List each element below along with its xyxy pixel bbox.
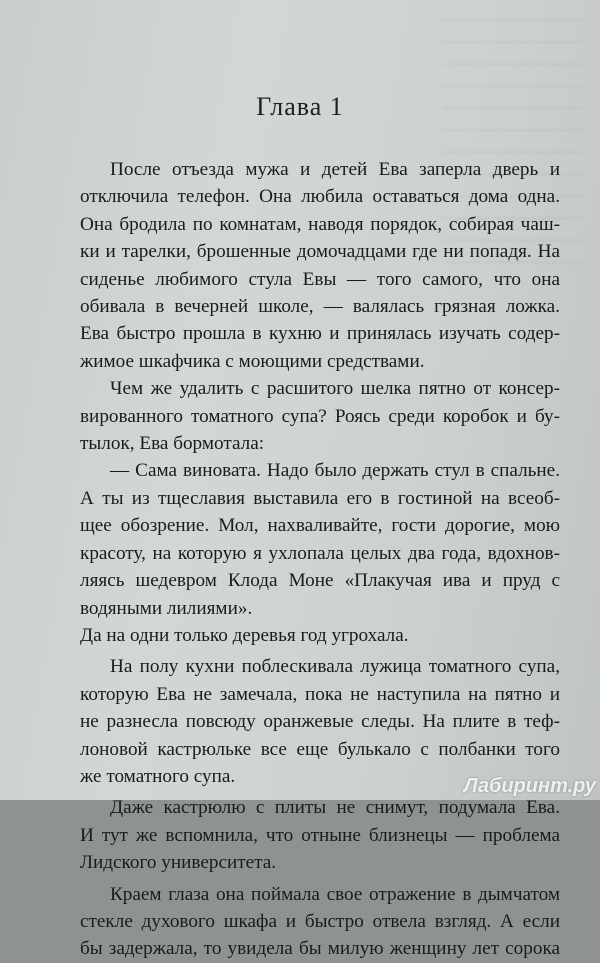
text-line: обивала в вечерней школе, — валялась грязная ложка.: [80, 296, 560, 318]
paragraph-5: [80, 653, 560, 790]
paragraph-1: [80, 156, 560, 375]
text-line: вированного томатного супа? Роясь среди коробок и бу-: [80, 405, 560, 427]
text-line: красоту, на которую я ухлопала целых два года, вдохнов-: [80, 542, 560, 564]
text-line: не разнесла повсюду оранжевые следы. На плите в теф-: [80, 711, 560, 733]
text-line: бы задержала, то увидела бы милую женщину лет сорока: [80, 938, 560, 960]
text-line: — Сама виновата. Надо было держать стул в спальне.: [110, 460, 560, 482]
text-line: лоновой кастрюльке все еще булькало с полбанки того: [80, 738, 560, 760]
paragraph-3: [80, 457, 560, 621]
body-text: [80, 156, 560, 963]
text-line: щее обозрение. Мол, нахваливайте, гости дорогие, мою: [80, 515, 560, 537]
paragraph-2: [80, 375, 560, 457]
text-line: Даже кастрюлю с плиты не снимут, подумала Ева.: [110, 797, 560, 819]
text-line: ляясь шедевром Клода Моне «Плакучая ива и пруд с: [80, 570, 560, 592]
text-line: отключила телефон. Она любила оставаться дома одна.: [80, 186, 560, 208]
text-line: И тут же вспомнила, что отныне близнецы — проблема: [80, 824, 560, 846]
chapter-title: Глава 1: [256, 92, 344, 121]
watermark-logo: Лабиринт.ру: [463, 775, 596, 797]
text-line: ки и тарелки, брошенные домочадцами где ни попадя. На: [80, 241, 560, 263]
text-line: Лидского университета.: [80, 852, 277, 874]
text-line: Краем глаза она поймала свое отражение в дымчатом: [110, 883, 560, 905]
text-line: тылок, Ева бормотала:: [80, 433, 265, 455]
text-line: После отъезда мужа и детей Ева заперла дверь и: [110, 159, 560, 180]
text-line: Чем же удалить с расшитого шелка пятно от консер-: [110, 378, 560, 400]
text-line: А ты из тщеславия выставила его в гостиной на всеоб-: [80, 487, 560, 509]
text-line: Она бродила по комнатам, наводя порядок, собирая чаш-: [80, 213, 560, 235]
text-line: жимое шкафчика с моющими средствами.: [80, 350, 425, 372]
text-line: водяными лилиями».: [80, 597, 253, 619]
text-line: которую Ева не замечала, пока не наступила на пятно и: [80, 683, 560, 705]
paragraph-6: [80, 794, 560, 876]
paragraph-7: [80, 881, 560, 963]
text-line: На полу кухни поблескивала лужица томатного супа,: [110, 656, 560, 678]
paragraph-4: [80, 622, 560, 649]
text-line: Да на одни только деревья год угрохала.: [80, 624, 409, 646]
text-line: сиденье любимого стула Евы — того самого, что она: [80, 268, 560, 290]
text-line: же томатного супа.: [80, 765, 236, 787]
text-line: стекле духового шкафа и быстро отвела взгляд. А если: [80, 910, 560, 932]
text-line: Ева быстро прошла в кухню и принялась изучать содер-: [80, 323, 560, 345]
